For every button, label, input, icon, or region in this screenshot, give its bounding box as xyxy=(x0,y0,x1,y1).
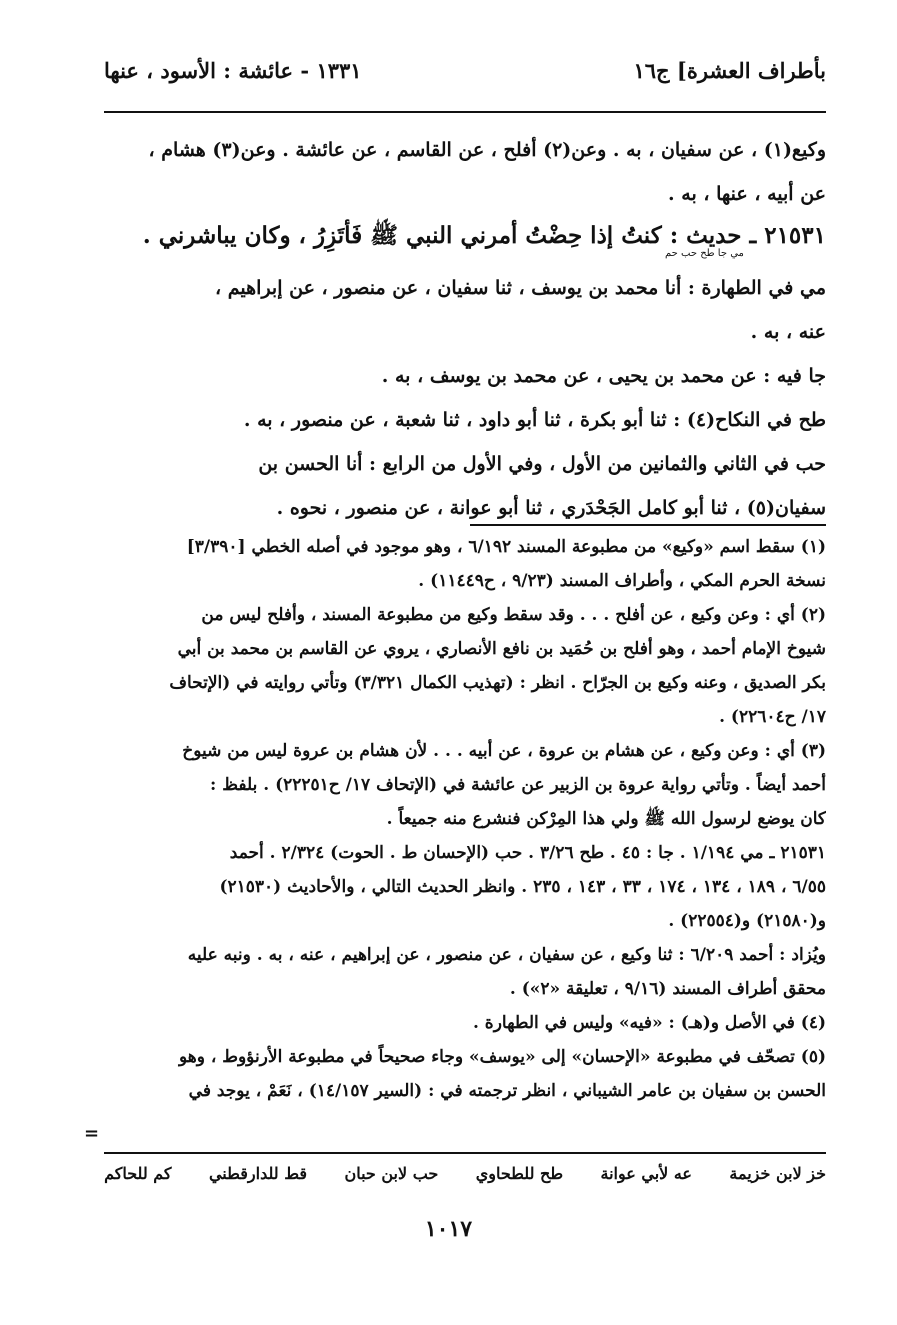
footnote-separator xyxy=(470,524,826,526)
footnote-line: أحمد أيضاً . وتأتي رواية عروة بن الزبير عن عائشة في (الإتحاف ١٧/ ح٢٢٢٥١) . بلفظ : xyxy=(210,775,826,795)
footnote-line: الحسن بن سفيان بن عامر الشيباني ، انظر ترجمته في : (السير ١٤/١٥٧) ، نَعَمْ ، يوجد في xyxy=(188,1081,826,1101)
text-line: مي في الطهارة : أنا محمد بن يوسف ، ثنا سفيان ، عن منصور ، عن إبراهيم ، xyxy=(215,277,826,299)
text-line: طح في النكاح(٤) : ثنا أبو بكرة ، ثنا أبو داود ، ثنا شعبة ، عن منصور ، به . xyxy=(243,409,826,431)
footnote-line: كان يوضع لرسول الله ﷺ ولي هذا المِرْكن فنشرع منه جميعاً . xyxy=(386,809,826,829)
footnote-line: (٥) تصحّف في مطبوعة «الإحسان» إلى «يوسف» وجاء صحيحاً في مطبوعة الأرنؤوط ، وهو xyxy=(178,1047,826,1067)
page-number: ١٠١٧ xyxy=(424,1216,473,1242)
footnote-line: شيوخ الإمام أحمد ، وهو أفلح بن حُمَيد بن نافع الأنصاري ، يروي عن القاسم بن محمد بن أبي xyxy=(177,639,826,659)
footnote-line: (٢) أي : وعن وكيع ، عن أفلح . . . وقد سقط وكيع من مطبوعة المسند ، وأفلح ليس من xyxy=(201,605,826,625)
footnote-line: بكر الصديق ، وعنه وكيع بن الجرّاح . انظر : (تهذيب الكمال ٣/٣٢١) وتأتي روايته في (الإتحاف xyxy=(169,673,826,693)
header-section-title: ١٣٣١ - عائشة : الأسود ، عنها xyxy=(104,58,362,83)
text-line: سفيان(٥) ، ثنا أبو كامل الجَحْدَري ، ثنا أبو عوانة ، عن منصور ، نحوه . xyxy=(276,497,826,519)
abbreviation-item: كم للحاكم xyxy=(104,1164,172,1183)
hadith-heading: ٢١٥٣١ ـ حديث : كنتُ إذا حِضْتُ أمرني النبي ﷺ فَأتَزِرُ ، وكان يباشرني . xyxy=(142,222,826,249)
abbreviation-item: حب لابن حبان xyxy=(344,1164,439,1183)
abbreviation-item: عه لأبي عوانة xyxy=(600,1164,692,1183)
text-line: حب في الثاني والثمانين من الأول ، وفي الأول من الرابع : أنا الحسن بن xyxy=(258,453,826,475)
footnote-line: ٢١٥٣١ ـ مي ١/١٩٤ . جا : ٤٥ . طح ٣/٢٦ . حب (الإحسان ط . الحوت) ٢/٣٢٤ . أحمد xyxy=(229,843,826,863)
footnote-line: (٤) في الأصل و(هـ) : «فيه» وليس في الطهارة . xyxy=(472,1013,826,1033)
abbreviation-key xyxy=(104,1164,826,1183)
footnote-line: ١٧/ ح٢٢٦٠٤) . xyxy=(719,707,826,727)
footnote-line: ويُزاد : أحمد ٦/٢٠٩ : ثنا وكيع ، عن سفيان ، عن منصور ، عن إبراهيم ، عنه ، به . ونبه عليه xyxy=(187,945,826,965)
abbreviation-item: خز لابن خزيمة xyxy=(729,1164,826,1183)
text-line: عنه ، به . xyxy=(750,321,826,343)
footnote-line: نسخة الحرم المكي ، وأطراف المسند (٩/٢٣ ، ح١١٤٤٩) . xyxy=(418,571,826,591)
running-header xyxy=(104,52,826,92)
footnote-line: ٦/٥٥ ، ١٨٩ ، ١٣٤ ، ١٧٤ ، ٣٣ ، ١٤٣ ، ٢٣٥ . وانظر الحديث التالي ، والأحاديث (٢١٥٣٠) xyxy=(219,877,826,897)
footnotes xyxy=(104,530,826,1108)
abbreviation-item: قط للدارقطني xyxy=(208,1164,308,1183)
abbreviation-rule xyxy=(104,1152,826,1154)
footnote-line: (١) سقط اسم «وكيع» من مطبوعة المسند ٦/١٩٢ ، وهو موجود في أصله الخطي [٣/٣٩٠] xyxy=(186,537,826,557)
header-book-title: بأطراف العشرة] ج١٦ xyxy=(633,58,826,83)
main-text xyxy=(104,128,826,530)
footnote-line: محقق أطراف المسند (٩/١٦ ، تعليقة «٢») . xyxy=(509,979,826,999)
footnote-line: (٣) أي : وعن وكيع ، عن هشام بن عروة ، عن أبيه . . . لأن هشام بن عروة ليس من شيوخ xyxy=(182,741,826,761)
footnote-line: و(٢١٥٨٠) و(٢٢٥٥٤) . xyxy=(668,911,826,931)
header-rule xyxy=(104,111,826,113)
continuation-mark: = xyxy=(84,1123,100,1144)
text-line: عن أبيه ، عنها ، به . xyxy=(668,183,826,205)
text-line: وكيع(١) ، عن سفيان ، به . وعن(٢) أفلح ، عن القاسم ، عن عائشة . وعن(٣) هشام ، xyxy=(148,139,826,161)
text-line: جا فيه : عن محمد بن يحيى ، عن محمد بن يوسف ، به . xyxy=(381,365,826,387)
abbreviation-item: طح للطحاوي xyxy=(475,1164,564,1183)
margin-sigla: مي جا طح حب حم xyxy=(665,248,744,259)
